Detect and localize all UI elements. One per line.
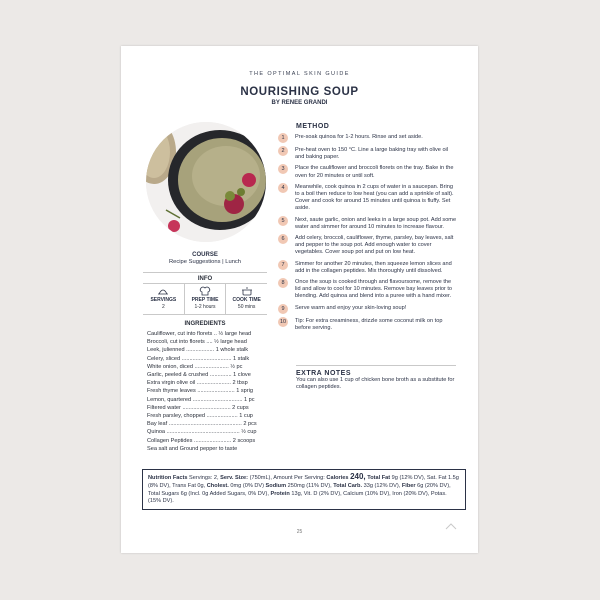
- ingredient-item: Filtered water ............................... 2 cups: [147, 404, 249, 411]
- course-section: [143, 252, 267, 265]
- fiber-value: 6g (20% DV), Total Sugars 6g (Incl. 0g Added Sugars, 0% DV),: [148, 482, 451, 497]
- sodium-value: 250mg (11% DV),: [287, 482, 332, 489]
- ingredient-item: Lemon, quartered ................................ 1 pc: [147, 396, 255, 403]
- amount-per-serving: Amount Per Serving:: [273, 475, 325, 481]
- step-number: 7: [278, 260, 288, 270]
- extra-notes-text: You can also use 1 cup of chicken bone broth as a substitute for collagen peptides.: [296, 377, 455, 391]
- method-step: [278, 184, 458, 213]
- step-text: Pre-heat oven to 150 °C. Line a large baking tray with olive oil and baking paper.: [295, 147, 449, 161]
- ingredient-item: Celery, sliced ................................ 1 stalk: [147, 355, 250, 362]
- ingredient-item: Extra virgin olive oil ...................... 2 tbsp: [147, 380, 248, 387]
- ingredient-item: Broccoli, cut into florets .... ½ large head: [147, 339, 247, 346]
- step-number: 6: [278, 234, 288, 244]
- course-value: Recipe Suggestions | Lunch: [168, 259, 242, 265]
- step-number: 9: [278, 304, 288, 314]
- nutrition-servings: Servings: 2,: [189, 475, 219, 481]
- info-row: [143, 283, 267, 315]
- step-text: Place the cauliflower and broccoli florets on the tray. Bake in the oven for 20 minutes or until soft.: [295, 165, 454, 179]
- prep-value: 1-2 hours: [194, 304, 216, 310]
- ingredient-item: Garlic, peeled & crushed .............. 1 clove: [147, 372, 251, 379]
- step-text: Once the soup is cooked through and flavoursome, remove the lid and allow to cool for 10 minutes. Remove bay leaves prior to blending. Add quinoa and blend into a puree with a hand mixer.: [295, 279, 453, 300]
- calories-value: 240,: [350, 472, 366, 481]
- serv-size-label: Serv. Size:: [220, 475, 249, 481]
- cook-label: COOK TIME: [232, 297, 261, 303]
- method-step: [278, 261, 458, 275]
- step-number: 1: [278, 133, 288, 143]
- author-byline: BY RENEE GRANDI: [271, 100, 328, 106]
- ingredient-item: White onion, diced ...................... ½ pc: [147, 363, 243, 370]
- method-step: [278, 217, 458, 231]
- method-heading: METHOD: [296, 123, 330, 130]
- pot-icon: [241, 286, 253, 296]
- info-heading: INFO: [143, 272, 267, 282]
- servings-label: SERVINGS: [150, 297, 177, 303]
- step-text: Tip: For extra creaminess, drizzle some coconut milk on top before serving.: [295, 317, 443, 331]
- soup-photo: [146, 122, 266, 242]
- protein-value: 13g, Vit. D (2% DV), Calcium (10% DV), Iron (20% DV), Potas. (15% DV).: [148, 490, 447, 505]
- servings-cell: [143, 284, 184, 314]
- step-number: 4: [278, 183, 288, 193]
- ingredient-item: Quinoa ............................................... ½ cup: [147, 429, 257, 436]
- cholesterol-label: Cholest.: [206, 482, 229, 489]
- nutrition-label: Nutrition Facts: [148, 475, 188, 481]
- fiber-label: Fiber: [401, 482, 416, 489]
- ingredient-item: Fresh parsley, chopped .................... 1 cup: [147, 413, 253, 420]
- chevron-up-icon[interactable]: [445, 522, 457, 530]
- chef-hat-icon: [199, 286, 211, 296]
- ingredient-item: Sea salt and Ground pepper to taste: [147, 445, 238, 452]
- step-text: Serve warm and enjoy your skin-loving soup!: [295, 304, 407, 311]
- course-heading: COURSE: [192, 252, 218, 258]
- step-text: Next, saute garlic, onion and leeks in a large soup pot. Add some water and simmer for around 10 minutes to increase flavour.: [295, 216, 457, 230]
- method-step: [278, 147, 458, 161]
- carb-value: 33g (12% DV),: [363, 482, 401, 489]
- cook-cell: [225, 284, 267, 314]
- cloche-icon: [157, 286, 169, 296]
- guide-label: THE OPTIMAL SKIN GUIDE: [249, 71, 350, 77]
- servings-value: 2: [161, 304, 165, 310]
- prep-cell: [184, 284, 226, 314]
- method-step: [278, 165, 458, 179]
- ingredient-item: Bay leaf ............................................... 2 pcs: [147, 421, 257, 428]
- ingredients-list: [147, 330, 267, 453]
- cook-value: 50 mins: [237, 304, 256, 310]
- step-number: 10: [279, 318, 287, 325]
- ingredient-item: Leek, julienned .................. 1 whole stalk: [147, 347, 249, 354]
- step-text: Pre-soak quinoa for 1-2 hours. Rinse and set aside.: [295, 134, 423, 140]
- method-step: [278, 305, 458, 314]
- step-text: Add celery, broccoli, cauliflower, thyme, parsley, bay leaves, salt and pepper to the soup pot. Add enough water to cover vegetables. Cover soup pot and put on low heat.: [295, 235, 454, 256]
- cholesterol-value: 0mg (0% DV): [230, 482, 264, 489]
- step-text: Simmer for another 20 minutes, then squeeze lemon slices and add in the collagen peptides. Mix thoroughly until dissolved.: [295, 260, 452, 274]
- page-title: NOURISHING SOUP: [240, 86, 359, 98]
- method-step: [278, 279, 458, 301]
- carb-label: Total Carb.: [333, 482, 363, 489]
- step-number: 8: [278, 278, 288, 288]
- extra-notes-heading: EXTRA NOTES: [296, 365, 456, 377]
- sodium-label: Sodium: [265, 482, 287, 489]
- nutrition-facts: [142, 469, 466, 510]
- page-number: 25: [296, 529, 303, 535]
- protein-label: Protein: [270, 490, 290, 497]
- ingredient-item: Cauliflower, cut into florets .. ½ large head: [147, 331, 252, 337]
- step-number: 3: [278, 164, 288, 174]
- total-fat-value: 9g (12% DV),: [391, 475, 426, 481]
- ingredient-item: Collagen Peptides ........................ 2 scoops: [147, 437, 256, 444]
- ingredient-item: Fresh thyme leaves ........................ 1 sprig: [147, 388, 254, 395]
- serv-size-value: (750mL),: [249, 475, 272, 481]
- step-number: 5: [278, 216, 288, 226]
- step-number: 2: [278, 146, 288, 156]
- ingredients-heading: INGREDIENTS: [184, 321, 226, 327]
- step-text: Meanwhile, cook quinoa in 2 cups of water in a saucepan. Bring to a boil then reduce to low heat (you can add a sprinkle of salt). Cover and cook for around 15 minutes until quinoa is fluffy. Set aside.: [295, 183, 454, 212]
- method-steps: [278, 134, 458, 336]
- sat-fat-value: Sat. Fat 1.5g (8% DV), Trans Fat 0g,: [148, 475, 459, 489]
- prep-label: PREP TIME: [191, 297, 219, 303]
- method-step: [278, 318, 458, 332]
- recipe-page: [121, 46, 478, 553]
- calories-label: Calories: [326, 475, 349, 481]
- method-step: [278, 235, 458, 257]
- total-fat-label: Total Fat: [367, 475, 391, 481]
- method-step: [278, 134, 458, 143]
